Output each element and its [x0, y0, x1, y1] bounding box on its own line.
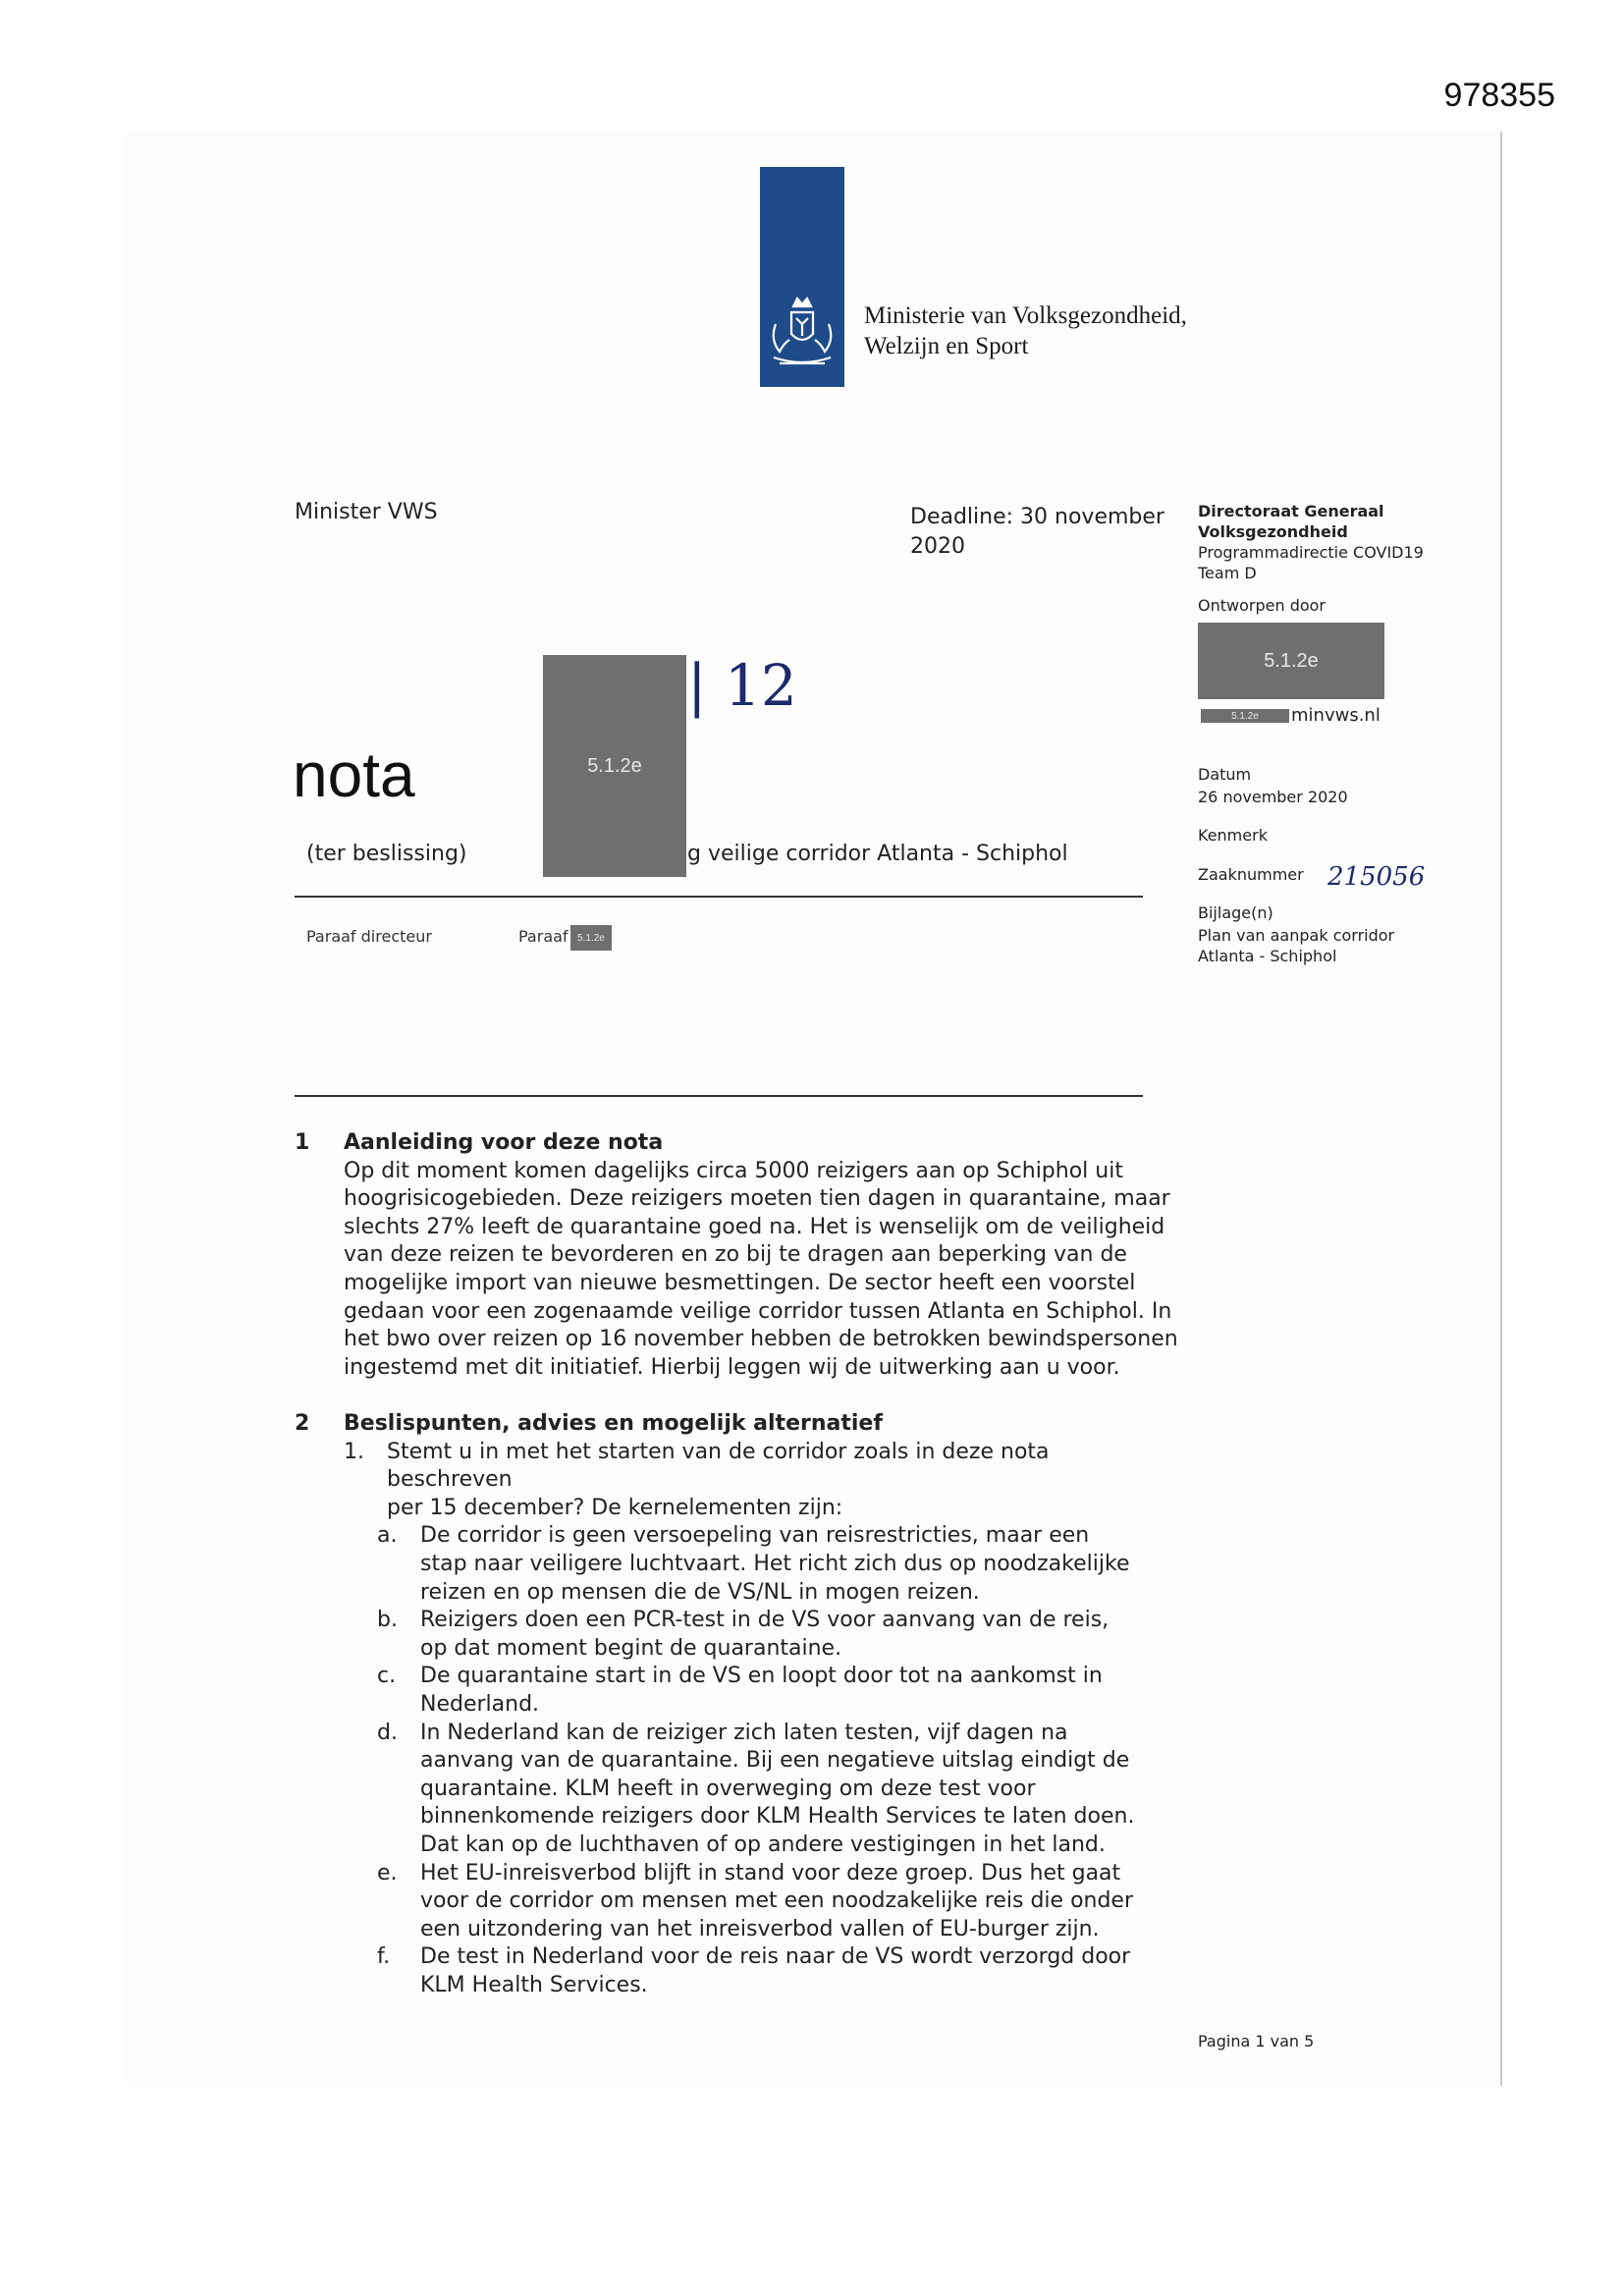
- subitem-line: stap naar veiligere luchtvaart. Het richt zich dus op noodzakelijke: [420, 1551, 1130, 1576]
- section-title: Beslispunten, advies en mogelijk alternatief: [344, 1411, 883, 1436]
- subitem-line: De quarantaine start in de VS en loopt door tot na aankomst in: [420, 1664, 1103, 1689]
- body-line: slechts 27% leeft de quarantaine goed na. Het is wenselijk om de veiligheid: [344, 1214, 1165, 1239]
- body-line: Op dit moment komen dagelijks circa 5000 reizigers aan op Schiphol uit: [344, 1158, 1123, 1183]
- body-line: van deze reizen te bevorderen en zo bij te dragen aan beperking van de: [344, 1242, 1127, 1268]
- subitem-line: In Nederland kan de reiziger zich laten testen, vijf dagen na: [420, 1720, 1068, 1745]
- date-label: Datum: [1198, 765, 1252, 784]
- subitem-letter: c.: [377, 1664, 397, 1689]
- subitem-line: De corridor is geen versoepeling van reisrestricties, maar een: [420, 1523, 1090, 1549]
- section-title: Aanleiding voor deze nota: [344, 1130, 664, 1155]
- subitem: [377, 1607, 1178, 1663]
- body-line: het bwo over reizen op 16 november hebben de betrokken bewindspersonen: [344, 1327, 1178, 1352]
- ministry-name-line1: Ministerie van Volksgezondheid,: [864, 302, 1187, 329]
- section-body: [344, 1158, 1178, 1383]
- ministry-name: [864, 301, 1187, 361]
- subitem: [377, 1943, 1178, 1999]
- attachment-value: [1198, 925, 1453, 966]
- item-line: Stemt u in met het starten van de corridor zoals in deze nota beschreven: [387, 1439, 1050, 1493]
- deadline-line1: Deadline: 30 november: [910, 505, 1164, 529]
- dept-line1: Programmadirectie COVID19: [1198, 543, 1424, 562]
- dept-line2: Team D: [1198, 564, 1257, 582]
- subitem-line: De test in Nederland voor de reis naar de VS wordt verzorgd door: [420, 1944, 1131, 1970]
- body-line: mogelijke import van nieuwe besmettingen. De sector heeft een voorstel: [344, 1270, 1136, 1295]
- subitem-line: reizen en op mensen die de VS/NL in mogen reizen.: [420, 1579, 980, 1605]
- subitem: [377, 1663, 1178, 1719]
- case-number-label: Zaaknummer: [1198, 865, 1304, 884]
- subitem-letter: a.: [377, 1523, 398, 1549]
- subitem-line: Dat kan op de luchthaven of op andere vestigingen in het land.: [420, 1831, 1106, 1857]
- reference-label: Kenmerk: [1198, 826, 1268, 845]
- attachment-line2: Atlanta - Schiphol: [1198, 947, 1337, 965]
- decision-item: [344, 1439, 1178, 1523]
- subitem-line: quarantaine. KLM heeft in overweging om deze test voor: [420, 1776, 1036, 1801]
- subitem-line: voor de corridor om mensen met een noodzakelijke reis die onder: [420, 1888, 1134, 1914]
- sidebar-department: [1198, 501, 1453, 583]
- addressee: Minister VWS: [295, 500, 438, 524]
- page-indicator: Pagina 1 van 5: [1198, 2032, 1315, 2050]
- subitem-list: [295, 1522, 1178, 1999]
- subitem: [377, 1720, 1178, 1860]
- redaction-block-author: 5.1.2e: [1198, 623, 1384, 699]
- document-title: nota: [293, 739, 415, 810]
- section-number: 1: [295, 1130, 310, 1155]
- deadline-line2: 2020: [910, 534, 965, 559]
- subitem: [377, 1860, 1178, 1944]
- dept-head1: Directoraat Generaal: [1198, 502, 1384, 520]
- designed-by-label: Ontworpen door: [1198, 596, 1326, 615]
- item-line: per 15 december? De kernelementen zijn:: [387, 1495, 843, 1520]
- document-number: 978355: [1443, 77, 1555, 114]
- redaction-block-email: 5.1.2e: [1201, 709, 1289, 723]
- redaction-block-subject: 5.1.2e: [543, 655, 686, 877]
- attachment-line1: Plan van aanpak corridor: [1198, 926, 1395, 945]
- section-number: 2: [295, 1411, 310, 1436]
- email-suffix: minvws.nl: [1291, 705, 1380, 726]
- handwritten-mark: | 12: [687, 652, 797, 719]
- divider-top: [295, 896, 1143, 898]
- subitem-line: Nederland.: [420, 1691, 540, 1717]
- dept-head2: Volksgezondheid: [1198, 522, 1348, 541]
- section-2: [295, 1410, 1178, 1999]
- subitem-letter: b.: [377, 1608, 398, 1633]
- body-line: ingestemd met dit initiatief. Hierbij leggen wij de uitwerking aan u voor.: [344, 1354, 1120, 1380]
- subitem-line: aanvang van de quarantaine. Bij een negatieve uitslag eindigt de: [420, 1748, 1130, 1774]
- divider-bottom: [295, 1095, 1143, 1097]
- body-line: hoogrisicogebieden. Deze reizigers moeten tien dagen in quarantaine, maar: [344, 1186, 1170, 1212]
- royal-crest-icon: [764, 295, 840, 373]
- attachment-label: Bijlage(n): [1198, 903, 1273, 922]
- subject-tag: (ter beslissing): [306, 842, 467, 866]
- date-value: 26 november 2020: [1198, 788, 1348, 806]
- deadline: [910, 503, 1164, 562]
- subitem-letter: e.: [377, 1860, 398, 1886]
- subitem-line: KLM Health Services.: [420, 1972, 648, 1997]
- subitem-line: een uitzondering van het inreisverbod vallen of EU-burger zijn.: [420, 1916, 1100, 1941]
- subitem-line: Reizigers doen een PCR-test in de VS voor aanvang van de reis,: [420, 1608, 1110, 1633]
- subitem-line: binnenkomende reizigers door KLM Health Services te laten doen.: [420, 1804, 1135, 1830]
- item-number: 1.: [344, 1439, 364, 1464]
- paraaf-label: Paraaf: [518, 927, 568, 946]
- section-body: [344, 1439, 1178, 1523]
- body-line: gedaan voor een zogenaamde veilige corridor tussen Atlanta en Schiphol. In: [344, 1298, 1172, 1324]
- subitem-line: op dat moment begint de quarantaine.: [420, 1635, 842, 1661]
- subitem: [377, 1522, 1178, 1607]
- paraaf-director: Paraaf directeur: [306, 927, 432, 946]
- case-number-handwritten: 215056: [1327, 862, 1426, 892]
- subitem-letter: d.: [377, 1720, 398, 1745]
- section-1: [295, 1129, 1178, 1382]
- subitem-letter: f.: [377, 1944, 391, 1970]
- subject-tail: g veilige corridor Atlanta - Schiphol: [687, 842, 1068, 866]
- ministry-name-line2: Welzijn en Sport: [864, 333, 1029, 359]
- subitem-line: Het EU-inreisverbod blijft in stand voor deze groep. Dus het gaat: [420, 1860, 1121, 1886]
- redaction-block-paraaf: 5.1.2e: [570, 925, 612, 951]
